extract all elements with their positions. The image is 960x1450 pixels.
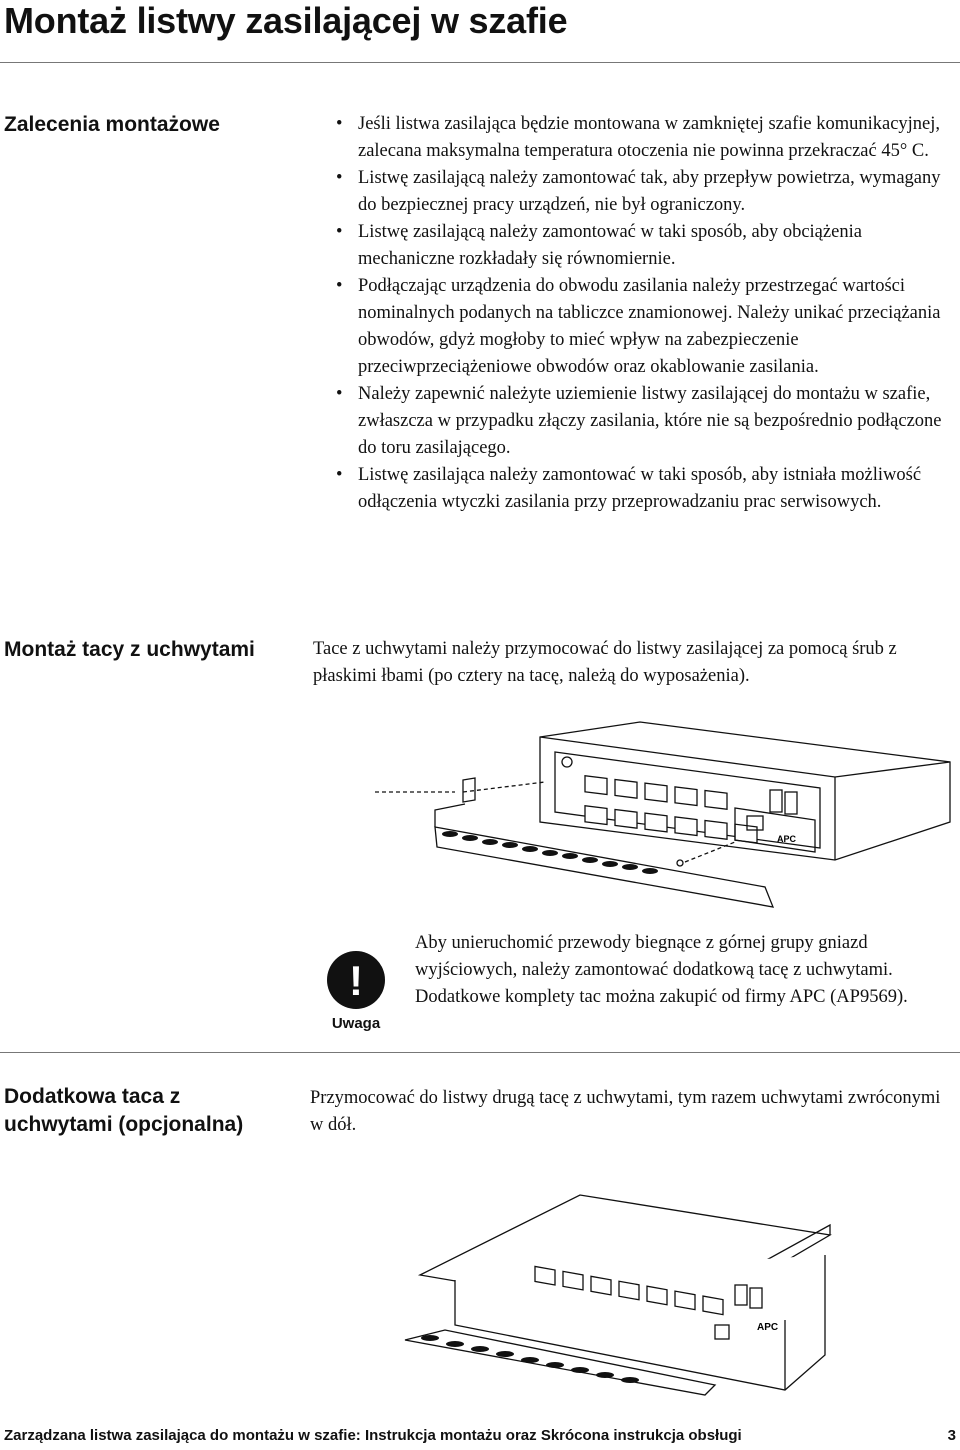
optional-tray-heading: Dodatkowa taca z uchwytami (opcjonalna) bbox=[4, 1085, 244, 1136]
list-item: • Jeśli listwa zasilająca będzie montowana w zamkniętej szafie komunikacyjnej, zalecana maksymalna temperatura otoczenia nie powinna przekraczać 45° C. bbox=[336, 114, 941, 161]
footer bbox=[4, 1426, 956, 1446]
optional-tray-text: Przymocować do listwy drugą tacę z uchwytami, tym razem uchwytami zwróconymi w dół. bbox=[310, 1088, 941, 1135]
svg-text:APC: APC bbox=[777, 834, 797, 844]
note-text: Aby unieruchomić przewody biegnące z górnej grupy gniazd wyjściowych, należy zamontować dodatkową tacę z uchwytami. Dodatkowe komplety tac można zakupić od firmy APC (AP9569). bbox=[415, 933, 908, 1007]
list-item: • Listwę zasilającą należy zamontować tak, aby przepływ powietrza, wymagany do bezpiecznej pracy urządzeń, nie był ograniczony. bbox=[336, 168, 941, 215]
tray-mount-illustration bbox=[375, 712, 955, 917]
section-rule bbox=[0, 1052, 960, 1053]
svg-text:Uwaga: Uwaga bbox=[331, 1015, 381, 1032]
tray-heading: Montaż tacy z uchwytami bbox=[4, 638, 255, 661]
list-item: • Podłączając urządzenia do obwodu zasilania należy przestrzegać wartości nominalnych podanych na tabliczce znamionowej. Należy unikać przeciążania obwodów, gdyż mogłoby to mieć wpływ na zabezpieczenie przeciwprzeciążeniowe obwodów oraz okablowanie zasilania. bbox=[336, 276, 941, 377]
title-rule bbox=[0, 62, 960, 63]
recommendations-list bbox=[336, 111, 956, 516]
recommendations-heading: Zalecenia montażowe bbox=[4, 113, 220, 136]
caution-icon bbox=[318, 948, 394, 1034]
svg-text:!: ! bbox=[349, 957, 363, 1004]
list-item: • Listwę zasilającą należy zamontować w taki sposób, aby obciążenia mechaniczne rozkładały się równomiernie. bbox=[336, 222, 862, 269]
tray-text: Tace z uchwytami należy przymocować do listwy zasilającej za pomocą śrub z płaskimi łbami (po cztery na tacę, należą do wyposażenia). bbox=[313, 639, 897, 686]
list-item: • Listwę zasilająca należy zamontować w taki sposób, aby istniała możliwość odłączenia wtyczki zasilania przy przeprowadzaniu prac serwisowych. bbox=[336, 465, 922, 512]
svg-text:APC: APC bbox=[757, 1322, 779, 1333]
page-number: 3 bbox=[947, 1427, 956, 1444]
optional-tray-illustration bbox=[385, 1180, 835, 1400]
footer-text: Zarządzana listwa zasilająca do montażu w szafie: Instrukcja montażu oraz Skrócona instrukcja obsługi bbox=[4, 1427, 742, 1444]
list-item: • Należy zapewnić należyte uziemienie listwy zasilającej do montażu w szafie, zwłaszcza w przypadku złączy zasilania, które nie są bezpośrednio podłączone do toru zasilającego. bbox=[336, 384, 942, 458]
page-title: Montaż listwy zasilającej w szafie bbox=[4, 0, 568, 41]
